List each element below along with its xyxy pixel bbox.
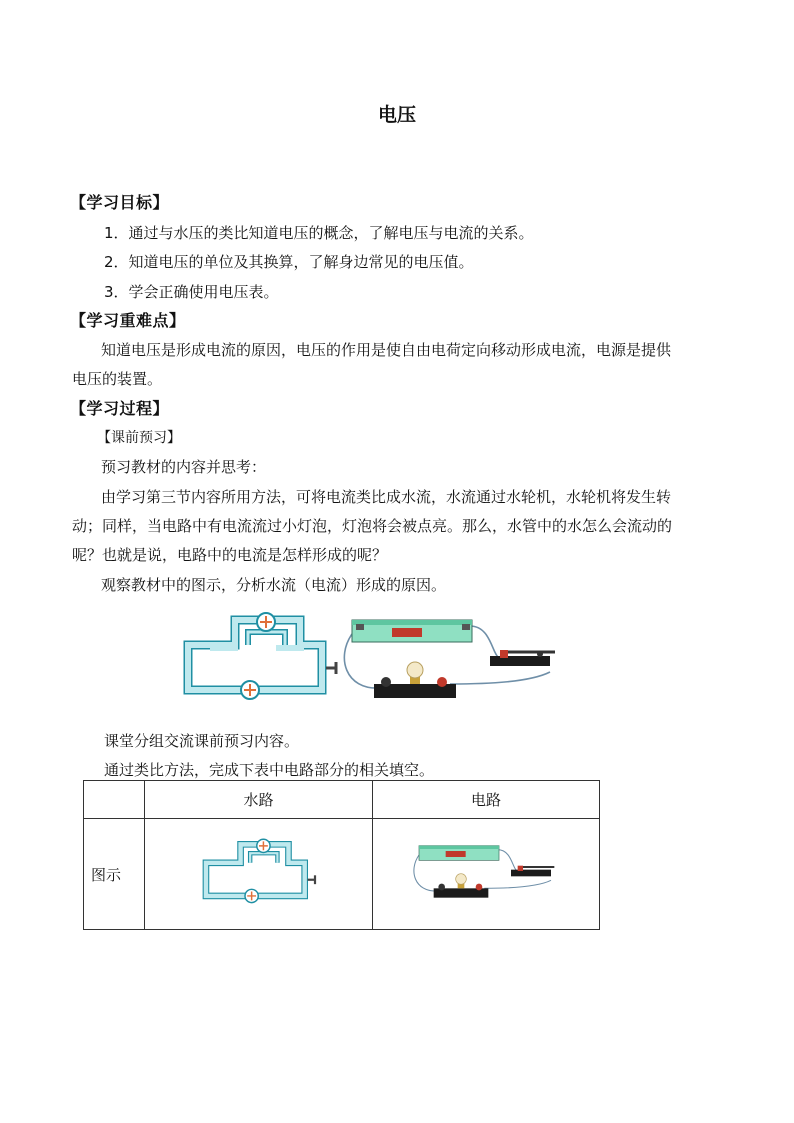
table-water-circuit-figure: [200, 837, 318, 907]
table-header-empty: [84, 781, 145, 819]
key-points-heading: 【学习重难点】: [70, 311, 186, 330]
page-title: 电压: [377, 104, 416, 126]
table-water-cell: [145, 819, 373, 930]
goal-item-3: 3．学会正确使用电压表。: [104, 283, 279, 301]
preview-paragraph-4: 课堂分组交流课前预习内容。: [104, 732, 300, 750]
goal-item-2: 2．知道电压的单位及其换算，了解身边常见的电压值。: [104, 253, 474, 271]
table-electric-circuit-figure: [411, 837, 561, 907]
electric-circuit-figure: [340, 612, 565, 707]
preview-paragraph-5: 通过类比方法，完成下表中电路部分的相关填空。: [104, 761, 435, 779]
table-header-water: 水路: [145, 781, 373, 819]
goal-item-1: 1．通过与水压的类比知道电压的概念，了解电压与电流的关系。: [104, 224, 534, 242]
table-row-label: 图示: [84, 819, 145, 930]
preview-subheading: 【课前预习】: [97, 430, 181, 446]
key-points-line-1: 知道电压是形成电流的原因，电压的作用是使自由电荷定向移动形成电流，电源是提供: [101, 341, 672, 359]
table-header-row: [84, 781, 600, 819]
goals-heading: 【学习目标】: [70, 193, 170, 212]
preview-paragraph-2-line-3: 呢？也就是说，电路中的电流是怎样形成的呢？: [72, 546, 388, 564]
table-electric-cell: [373, 819, 600, 930]
key-points-line-2: 电压的装置。: [72, 370, 163, 388]
preview-paragraph-2-line-2: 动；同样，当电路中有电流流过小灯泡，灯泡将会被点亮。那么，水管中的水怎么会流动的: [72, 517, 673, 535]
preview-paragraph-1: 预习教材的内容并思考：: [101, 458, 267, 476]
table-figure-row: [84, 819, 600, 930]
process-heading: 【学习过程】: [70, 399, 170, 418]
comparison-table: [83, 780, 600, 930]
preview-paragraph-3: 观察教材中的图示，分析水流（电流）形成的原因。: [101, 576, 447, 594]
preview-paragraph-2-line-1: 由学习第三节内容所用方法，可将电流类比成水流，水流通过水轮机，水轮机将发生转: [101, 488, 672, 506]
table-header-electric: 电路: [373, 781, 600, 819]
water-circuit-figure: [180, 610, 340, 705]
